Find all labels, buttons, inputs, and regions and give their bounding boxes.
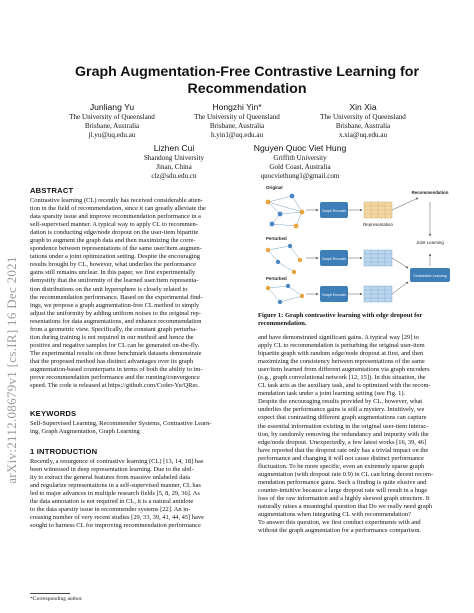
author-location: Jinan, China [156,163,192,171]
text-line: Recently, a resurgence of contrastive learning (CL) [13, 14, 18] has [30,458,204,465]
author-block-1 [42,102,182,140]
text-line: ings, we propose a graph augmentation-free CL method to simply [30,301,200,309]
author-name: Nguyen Quoc Viet Hung [253,143,347,153]
text-line: edge/node dropout. Unexpectedly, a few latest works [16, 39, 46] [258,438,427,446]
text-line: results brought by CL, however, what underlies the performance [30,261,196,269]
text-line: Despite the encouraging results provided by CL, however, what [258,398,423,406]
title-line-1: Graph Augmentation-Free Contrastive Learning for [75,64,419,80]
text-line: positive and negative samples for CL can be generated on-the-fly. [30,341,200,349]
text-line: performance and changing it will not cause distinct performance [258,454,424,462]
text-line: tion, by randomly removing the redundancy and impurity with the [258,430,429,438]
intro-body [30,458,248,530]
text-line: maximizing the consistency between representations of the same [258,358,425,366]
footnote: *Corresponding author. [30,596,83,602]
recommendation-label: Recommendation [411,190,449,195]
perturbed-nodes-2 [266,284,304,304]
representation-matrix-2 [364,250,392,266]
text-line: naturally raises a meaningful question that Do we really need graph [258,502,433,510]
representation-matrix-3 [364,286,392,302]
figure-1 [258,182,454,308]
text-line: speed. The code is released at https://github.com/Coder-Yu/QRec. [30,382,200,390]
text-line: demystify that the uniformity of the learned user/item representa- [30,277,199,285]
perturbed-nodes-1 [266,244,302,274]
author-affiliation: Shandong University [143,154,205,162]
text-line: ing, Graph Augmentation, Graph Learning [30,428,140,436]
author-affiliation: The University of Queensland [194,113,280,121]
author-affiliation: The University of Queensland [320,113,406,121]
perturbed-graph-2 [268,286,302,302]
abstract-body [30,197,248,390]
author-affiliation: The University of Queensland [69,113,155,121]
text-line: that the proposed method has distinct advantages over its graph [30,357,194,365]
text-line: underlies the performance gains is still a mystery. Intuitively, we [258,406,425,414]
author-email: quocviethung1@gmail.com [260,172,340,180]
representation-label: Representation [363,222,393,227]
original-graph [268,196,302,226]
text-line: augmentation (with dropout rate 0.9) in CL can bring decent recom- [258,470,434,478]
author-block-2 [167,102,307,140]
text-line: adjust the uniformity by adding uniform noises to the original rep- [30,309,201,317]
representation-matrix-1 [364,202,392,218]
author-location: Brisbane, Australia [209,122,265,130]
text-line: the recommendation performance. Based on the experimental find- [30,293,203,301]
text-line: tion in the field of recommendation, since it can greatly alleviate the [30,205,206,213]
arxiv-stamp: arXiv:2112.08679v1 [cs.IR] 16 Dec 2021 [4,256,19,484]
figure-label-perturbed-2: Perturbed [266,276,287,281]
text-line: The experimental results on three benchmark datasets demonstrate [30,349,202,357]
keywords-heading: KEYWORDS [30,409,77,418]
author-location: Brisbane, Australia [84,122,140,130]
text-line: gains still remains unclear. In this paper, we first experimentally [30,269,196,277]
text-line: Self-Supervised Learning, Recommender Systems, Contrastive Learn- [30,420,212,427]
right-column-body [258,334,454,535]
text-line: fluctuation. To be more specific, even an extremely sparse graph [258,462,425,470]
author-name: Hongzhi Yin* [212,102,262,112]
text-line: data sparsity issue and improve recommendation performance in a [30,213,201,221]
text-line: prove recommendation performance and the running/convergence [30,374,200,382]
text-line: the essential information existing in the original user-item interac- [258,422,429,430]
author-email: h.yin1@uq.edu.au [210,131,264,139]
text-line: Contrastive learning (CL) recently has received considerable atten- [30,197,203,204]
text-line: without the graph augmentation for a performance comparison. [258,527,422,535]
author-block-3 [293,102,433,140]
perturbed-graph-1 [268,246,300,272]
author-name: Junliang Yu [89,102,135,112]
encoder-label-2: Graph Encoder [321,257,347,261]
text-line: tion distributions on the unit hypersphere is closely related to [30,285,188,293]
title-line-2: Recommendation [187,81,307,97]
keywords-body [30,420,248,436]
text-line: CL task acts as the auxiliary task, and is optimized with the recom- [258,382,431,390]
text-line: led to major advances in multiple research fields [5, 8, 29, 36]. As [30,490,200,498]
author-location: Brisbane, Australia [335,122,391,130]
text-line: have reported that the dropout rate only has a trivial impact on the [258,446,429,454]
text-line: creasing number of very recent studies [29, 33, 39, 41, 44, 45] have [30,514,204,522]
author-affiliation: Griffith University [273,154,327,162]
paper-title [40,64,454,98]
text-line: loss of the raw information and a highly skewed graph structure. It [258,494,430,502]
text-line: the data annotation is not required in CL, it is a natural antidote [30,498,194,506]
text-line: dation is conducting edge/node dropout on the user-item bipartite [30,229,199,237]
text-line: bipartite graph with random edge/node dropout at first, and then [258,350,424,358]
text-line: tion during training is not required in our method and hence the [30,333,194,341]
text-line: apply CL to recommendation is perturbing the original user-item [258,342,425,350]
figure-diagram [258,182,454,308]
text-line: expect that contrasting different graph augmentations can capture [258,414,427,422]
text-line: user/item learned from different augmentations via graph encoders [258,366,430,374]
contrastive-learning-label: Contrastive Learning [413,274,447,278]
footnote-rule [30,593,70,594]
text-line: mendation performance gains. Such a finding is quite elusive and [258,478,427,486]
figure-label-original: Original [266,185,283,190]
text-line: augmentations when integrating CL with recommendation? [258,511,411,519]
author-name: Lizhen Cui [153,143,195,153]
text-line: augmentation-based counterparts in terms of both the ability to im- [30,365,203,373]
text-line: and regularize representations in a self-supervised manner, CL has [30,482,201,490]
figure-caption: Figure 1: Graph contrastive learning with edge dropout for recommendation. [258,312,423,327]
text-line: self-supervised manner. A typical way to apply CL to recommen- [30,221,198,229]
author-location: Gold Coast, Australia [269,163,331,171]
author-email: x.xia@uq.edu.au [338,131,388,139]
text-line: to the data sparsity issue in recommender systems [22]. An in- [30,506,191,514]
figure-label-perturbed-1: Perturbed [266,236,287,241]
text-line: counter-intuitive because a large dropout rate will result in a huge [258,486,428,494]
abstract-heading: ABSTRACT [30,186,74,195]
text-line: been witnessed in deep representation learning. Due to the abil- [30,466,194,474]
author-block-4 [104,143,244,181]
text-line: sought to harness CL for improving recommendation performance [30,522,201,530]
text-line: (e.g., graph convolutional network [12, 15]). In this situation, the [258,374,426,382]
joint-learning-label: Joint Learning [416,240,444,245]
author-email: jl.yu@uq.edu.au [88,131,136,139]
text-line: and have demonstrated significant gains. A typical way [29] to [258,334,419,341]
author-block-5 [230,143,370,181]
text-line: resentations for data augmentations, and enhance recommendation [30,317,202,325]
text-line: spondence between representations of the same user/item augmen- [30,245,202,253]
encoder-label-3: Graph Encoder [321,293,347,297]
text-line: from a geometric view. Specifically, the constant graph perturba- [30,325,198,333]
text-line: tations under a joint optimization setting. Despite the encouraging [30,253,201,261]
text-line: mendation task under a joint learning setting (see Fig. 1). [258,390,406,398]
text-line: ity to extract the general features from massive unlabeled data [30,474,190,482]
author-name: Xin Xia [349,102,377,112]
encoder-label-1: Graph Encoder [321,209,347,213]
text-line: To answer this question, we first conduct experiments with and [258,519,421,527]
text-line: graph to augment the graph data and then maximizing the corre- [30,237,196,245]
author-email: clz@sdu.edu.cn [151,172,197,180]
intro-heading: 1 INTRODUCTION [30,447,98,456]
